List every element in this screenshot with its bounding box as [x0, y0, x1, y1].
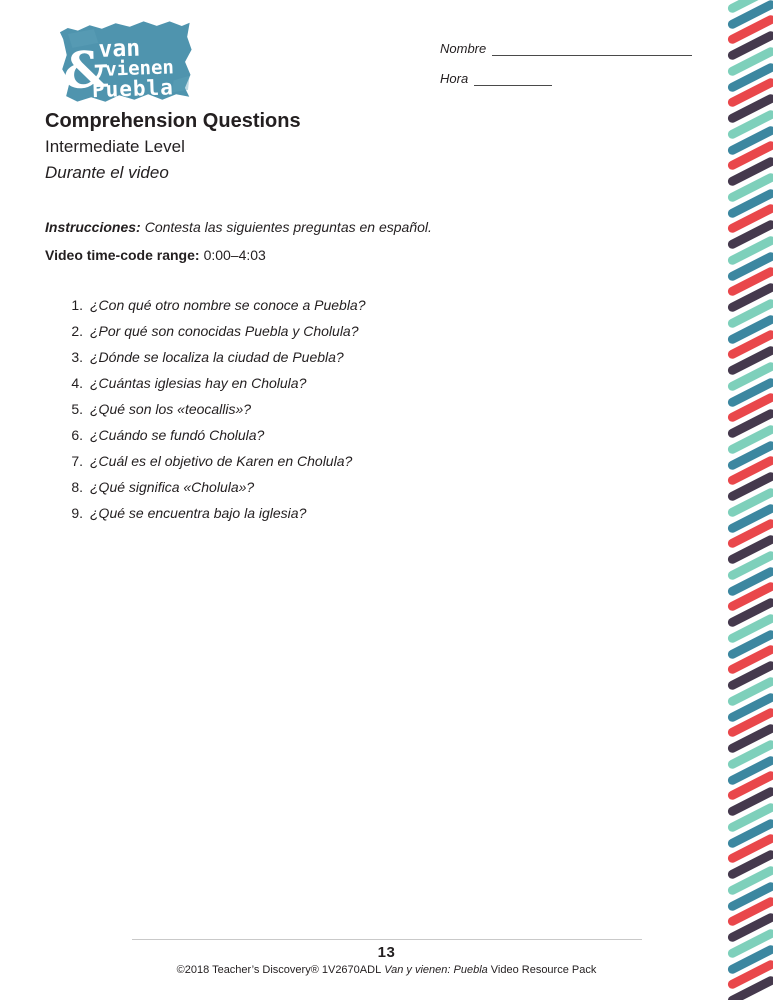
question-item	[67, 374, 685, 400]
question-text: ¿Cuándo se fundó Cholula?	[90, 427, 265, 443]
main-content	[45, 108, 685, 530]
footer-divider	[132, 939, 642, 940]
question-number: 8.	[71, 479, 83, 495]
brand-logo	[54, 18, 197, 107]
question-item	[67, 322, 685, 348]
instructions-line	[45, 218, 685, 237]
page-title: Comprehension Questions	[45, 110, 301, 132]
question-item	[67, 452, 685, 478]
question-item	[67, 348, 685, 374]
timecode-line	[45, 246, 685, 265]
question-item	[67, 400, 685, 426]
level-subtitle: Intermediate Level	[45, 137, 185, 156]
copyright-title: Van y vienen: Puebla	[384, 964, 488, 976]
question-number: 7.	[71, 453, 83, 469]
instructions-text: Contesta las siguientes preguntas en español.	[144, 219, 432, 235]
question-number: 5.	[71, 401, 83, 417]
logo-graphic	[54, 18, 197, 107]
student-info-fields	[440, 38, 710, 98]
logo-ampersand: &	[62, 39, 110, 101]
question-number: 9.	[71, 505, 83, 521]
question-text: ¿Cuál es el objetivo de Karen en Cholula?	[90, 453, 353, 469]
timecode-label: Video time-code range:	[45, 247, 200, 263]
nombre-field-row	[440, 38, 710, 56]
copyright-suffix: Video Resource Pack	[490, 964, 597, 976]
question-text: ¿Con qué otro nombre se conoce a Puebla?	[90, 297, 366, 313]
instructions-label: Instrucciones:	[45, 219, 141, 235]
nombre-label: Nombre	[440, 41, 487, 56]
question-text: ¿Qué son los «teocallis»?	[90, 401, 252, 417]
question-number: 4.	[71, 375, 83, 391]
question-item	[67, 296, 685, 322]
question-list	[45, 296, 685, 530]
copyright-line	[0, 964, 773, 976]
question-text: ¿Por qué son conocidas Puebla y Cholula?	[90, 323, 359, 339]
question-item	[67, 504, 685, 530]
logo-word-van: van	[98, 35, 141, 63]
question-number: 3.	[71, 349, 83, 365]
nombre-blank-line	[492, 40, 692, 56]
hora-field-row	[440, 68, 710, 86]
page-footer	[0, 939, 773, 976]
question-number: 1.	[71, 297, 83, 313]
question-number: 6.	[71, 427, 83, 443]
question-text: ¿Qué significa «Cholula»?	[90, 479, 255, 495]
logo-word-vienen: vienen	[104, 56, 175, 81]
page-number: 13	[377, 944, 396, 961]
question-text: ¿Qué se encuentra bajo la iglesia?	[90, 505, 307, 521]
question-text: ¿Cuántas iglesias hay en Cholula?	[90, 375, 307, 391]
logo-word-puebla: Puebla	[91, 75, 175, 103]
timecode-value: 0:00–4:03	[203, 247, 266, 263]
hora-blank-line	[474, 70, 552, 86]
question-number: 2.	[71, 323, 83, 339]
copyright-prefix: ©2018 Teacher’s Discovery® 1V2670ADL	[176, 964, 382, 976]
question-item	[67, 478, 685, 504]
question-item	[67, 426, 685, 452]
question-text: ¿Dónde se localiza la ciudad de Puebla?	[90, 349, 344, 365]
decorative-stripes	[728, 0, 773, 1000]
hora-label: Hora	[440, 71, 469, 86]
section-heading: Durante el video	[45, 163, 169, 182]
